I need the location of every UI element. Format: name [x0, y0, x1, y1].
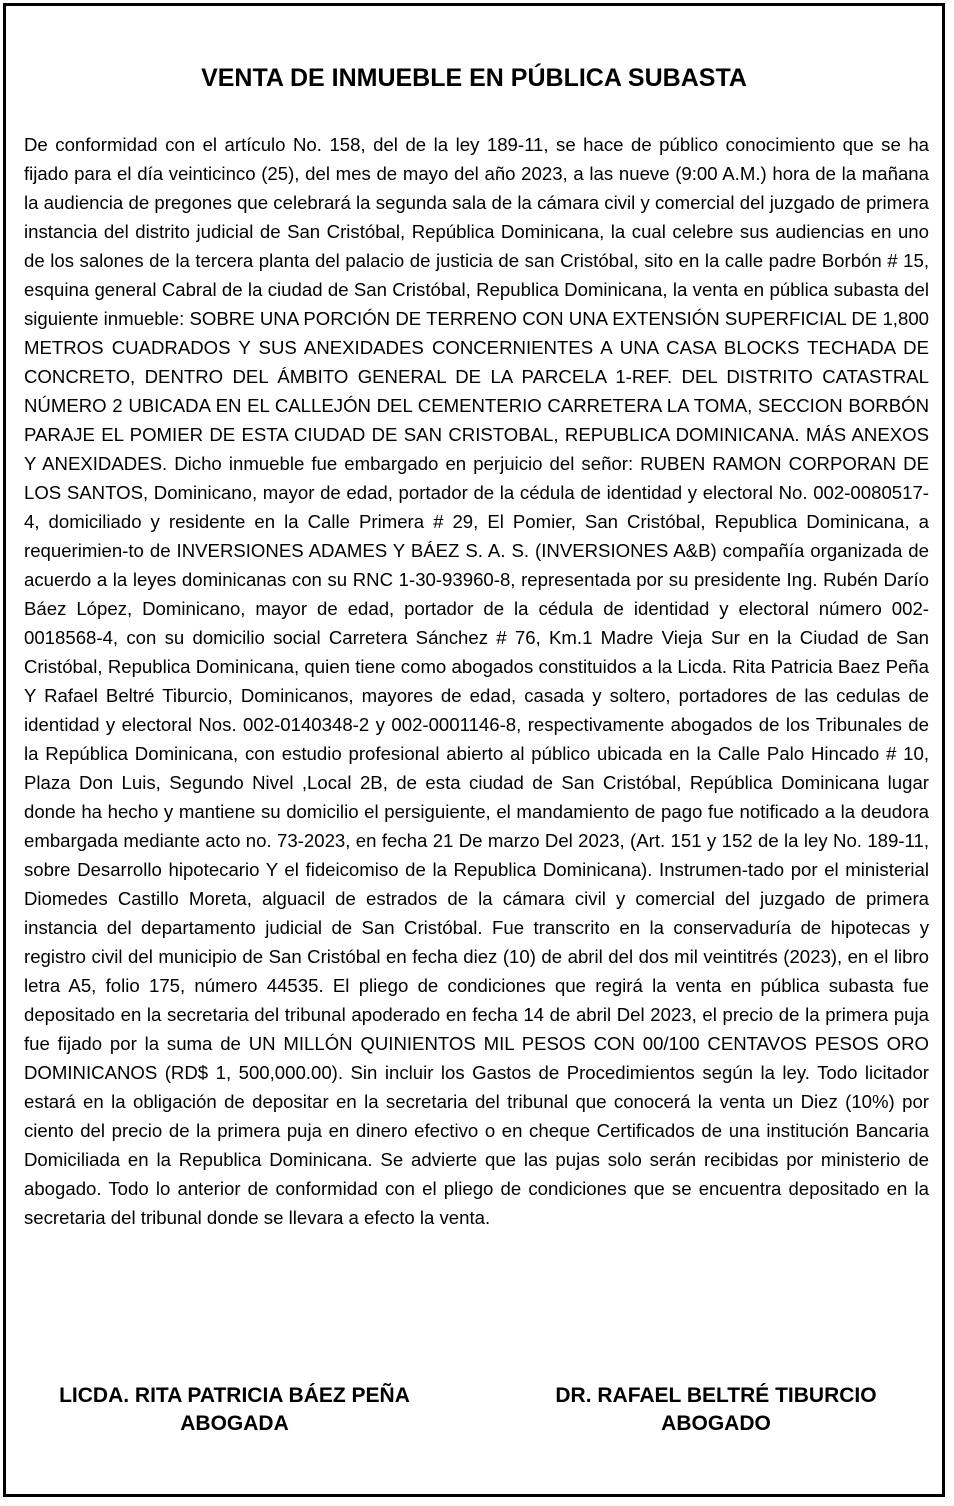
- notice-title: VENTA DE INMUEBLE EN PÚBLICA SUBASTA: [201, 64, 747, 92]
- notice-body: De conformidad con el artículo No. 158, del de la ley 189-11, se hace de público conocimiento que se ha fijado para el día veinticinco (25), del mes de mayo del año 2023, a las nueve (9:00 A.M.) hora de la mañana la audiencia de pregones que celebrará la segunda sala de la cámara civil y comercial del juzgado de primera instancia del distrito judicial de San Cristóbal, República Dominicana, la cual celebre sus audiencias en uno de los salones de la tercera planta del palacio de justicia de san Cristóbal, sito en la calle padre Borbón # 15, esquina general Cabral de la ciudad de San Cristóbal, Republica Dominicana, la venta en pública subasta del siguiente inmueble: SOBRE UNA PORCIÓN DE TERRENO CON UNA EXTENSIÓN SUPERFICIAL DE 1,800 METROS CUADRADOS Y SUS ANEXIDADES CONCERNIENTES A UNA CASA BLOCKS TECHADA DE CONCRETO, DENTRO DEL ÁMBITO GENERAL DE LA PARCELA 1-REF. DEL DISTRITO CATASTRAL NÚMERO 2 UBICADA EN EL CALLEJÓN DEL CEMENTERIO CARRETERA LA TOMA, SECCION BORBÓN PARAJE EL POMIER DE ESTA CIUDAD DE SAN CRISTOBAL, REPUBLICA DOMINICANA. MÁS ANEXOS Y ANEXIDADES. Dicho inmueble fue embargado en perjuicio del señor: RUBEN RAMON CORPORAN DE LOS SANTOS, Dominicano, mayor de edad, portador de la cédula de identidad y electoral No. 002-0080517-4, domiciliado y residente en la Calle Primera # 29, El Pomier, San Cristóbal, Republica Dominicana, a requerimien-to de INVERSIONES ADAMES Y BÁEZ S. A. S. (INVERSIONES A&B) compañía organizada de acuerdo a la leyes dominicanas con su RNC 1-30-93960-8, representada por su presidente Ing. Rubén Darío Báez López, Dominicano, mayor de edad, portador de la cédula de identidad y electoral número 002-0018568-4, con su domicilio social Carretera Sánchez # 76, Km.1 Madre Vieja Sur en la Ciudad de San Cristóbal, Republica Dominicana, quien tiene como abogados constituidos a la Licda. Rita Patricia Baez Peña Y Rafael Beltré Tiburcio, Dominicanos, mayores de edad, casada y soltero, portadores de las cedulas de identidad y electoral Nos. 002-0140348-2 y 002-0001146-8, respectivamente abogados de los Tribunales de la República Dominicana, con estudio profesional abierto al público ubicada en la Calle Palo Hincado # 10, Plaza Don Luis, Segundo Nivel ,Local 2B, de esta ciudad de San Cristóbal, República Dominicana lugar donde ha hecho y mantiene su domicilio el persiguiente, el mandamiento de pago fue notificado a la deudora embargada mediante acto no. 73-2023, en fecha 21 De marzo Del 2023, (Art. 151 y 152 de la ley No. 189-11, sobre Desarrollo hipotecario Y el fideicomiso de la Republica Dominicana). Instrumen-tado por el ministerial Diomedes Castillo Moreta, alguacil de estrados de la cámara civil y comercial del juzgado de primera instancia del departamento judicial de San Cristóbal. Fue transcrito en la conservaduría de hipotecas y registro civil del municipio de San Cristóbal en fecha diez (10) de abril del dos mil veintitrés (2023), en el libro letra A5, folio 175, número 44535. El pliego de condiciones que regirá la venta en pública subasta fue depositado en la secretaria del tribunal apoderado en fecha 14 de abril Del 2023, el precio de la primera puja fue fijado por la suma de UN MILLÓN QUINIENTOS MIL PESOS CON 00/100 CENTAVOS PESOS ORO DOMINICANOS (RD$ 1, 500,000.00). Sin incluir los Gastos de Procedimientos según la ley. Todo licitador estará en la obligación de depositar en la secretaria del tribunal que conocerá la venta un Diez (10%) por ciento del precio de la primera puja en dinero efectivo o en cheque Certificados de una institución Bancaria Domiciliada en la Republica Dominicana. Se advierte que las pujas solo serán recibidas por ministerio de abogado. Todo lo anterior de conformidad con el pliego de condiciones que se encuentra depositado en la secretaria del tribunal donde se llevara a efecto la venta.: [24, 134, 929, 1228]
- signature-name: LICDA. RITA PATRICIA BÁEZ PEÑA: [59, 1384, 410, 1407]
- signature-role: ABOGADA: [180, 1412, 289, 1435]
- signature-right: [506, 1382, 926, 1438]
- signature-name: DR. RAFAEL BELTRÉ TIBURCIO: [555, 1384, 877, 1407]
- signature-role: ABOGADO: [661, 1412, 771, 1435]
- legal-notice: [3, 3, 945, 1497]
- signature-left: [22, 1382, 447, 1438]
